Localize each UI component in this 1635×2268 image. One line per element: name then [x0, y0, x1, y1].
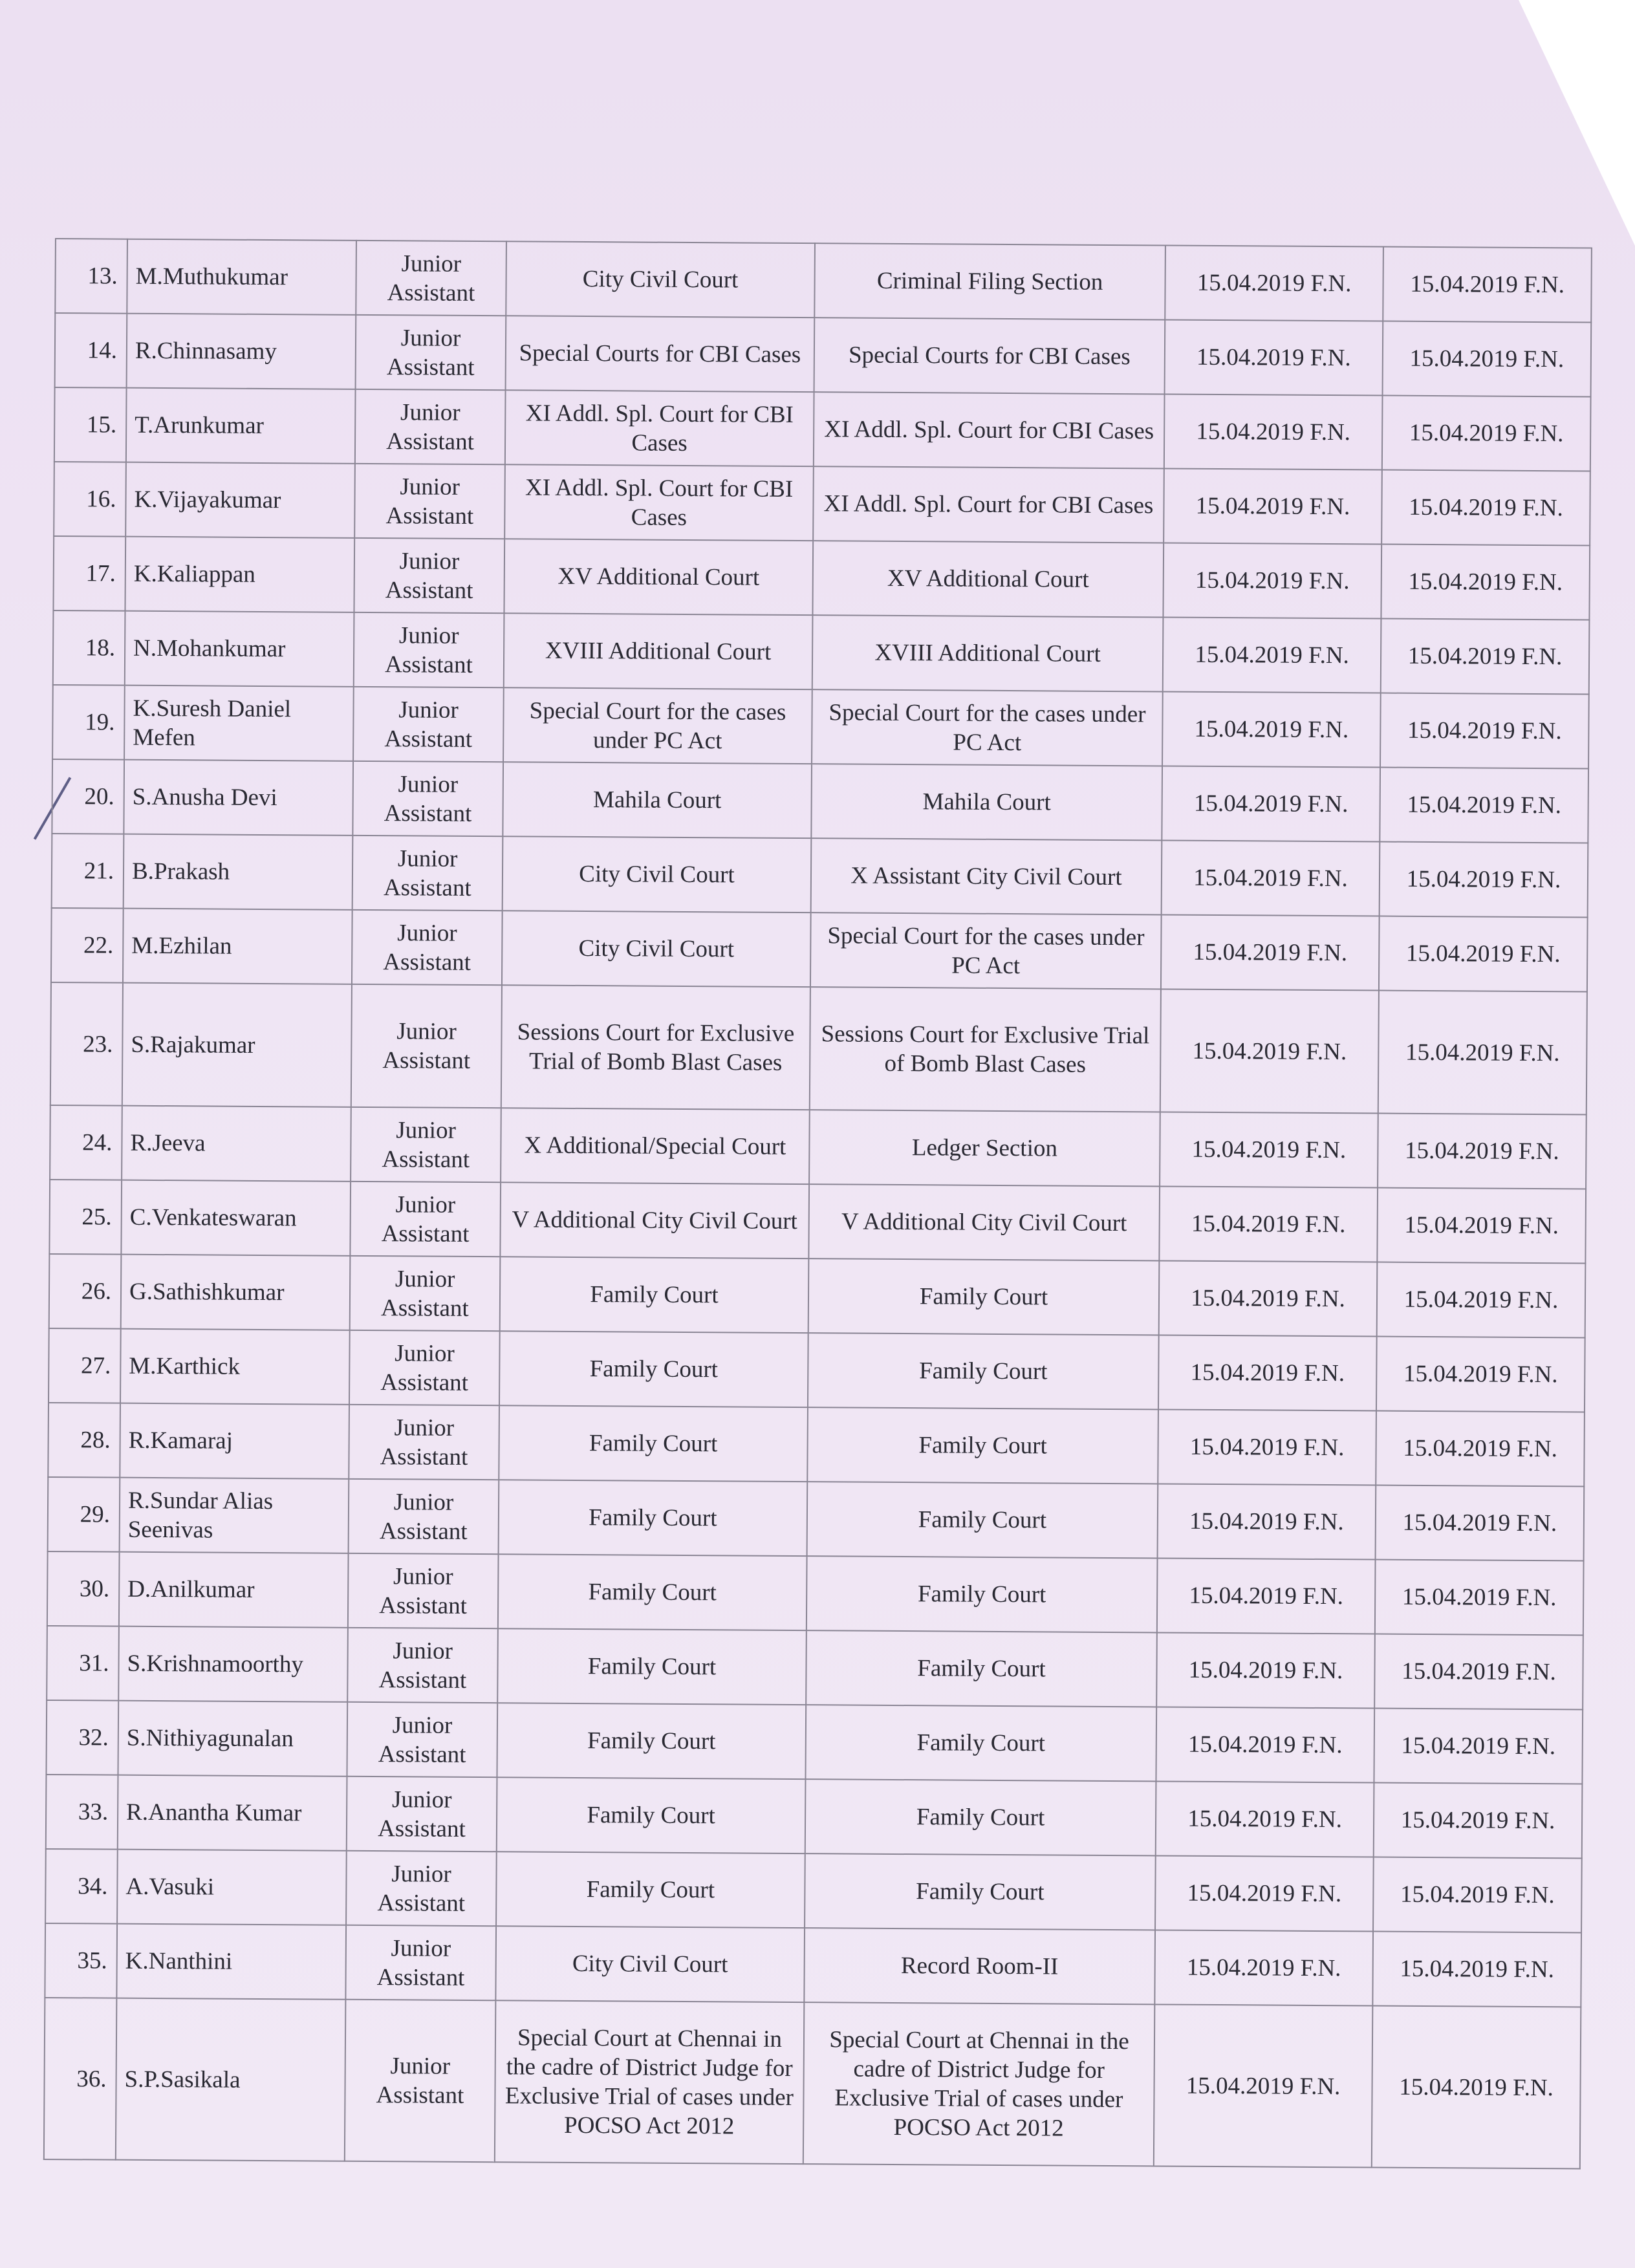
from-court-cell: Family Court	[499, 1405, 808, 1482]
serial-number-cell: 13.	[55, 239, 127, 314]
relief-date-cell: 15.04.2019 F.N.	[1376, 1337, 1585, 1412]
from-court-cell: X Additional/Special Court	[501, 1108, 810, 1184]
from-court-cell: Family Court	[497, 1628, 807, 1705]
relief-date-cell: 15.04.2019 F.N.	[1379, 916, 1588, 992]
table-row	[50, 982, 1587, 1115]
relief-date-cell: 15.04.2019 F.N.	[1380, 842, 1588, 918]
joining-date-cell: 15.04.2019 F.N.	[1163, 543, 1381, 618]
joining-date-cell: 15.04.2019 F.N.	[1163, 617, 1381, 693]
table-row	[47, 1551, 1584, 1636]
relief-date-cell: 15.04.2019 F.N.	[1380, 768, 1588, 843]
serial-number-cell: 36.	[44, 1998, 117, 2160]
designation-cell: Junior Assistant	[351, 1107, 501, 1182]
joining-date-cell: 15.04.2019 F.N.	[1158, 1335, 1377, 1410]
from-court-cell: XV Additional Court	[504, 539, 813, 615]
table-row	[54, 387, 1591, 471]
employee-name-cell: S.Rajakumar	[122, 983, 352, 1107]
relief-date-cell: 15.04.2019 F.N.	[1381, 470, 1590, 546]
designation-cell: Junior Assistant	[349, 1330, 500, 1405]
employee-name-cell: B.Prakash	[124, 834, 353, 910]
posted-to-cell: Special Courts for CBI Cases	[814, 318, 1165, 394]
posted-to-cell: Family Court	[807, 1407, 1158, 1484]
relief-date-cell: 15.04.2019 F.N.	[1378, 991, 1587, 1115]
designation-cell: Junior Assistant	[347, 1702, 497, 1777]
serial-number-cell: 29.	[48, 1477, 120, 1552]
designation-cell: Junior Assistant	[350, 1182, 501, 1257]
from-court-cell: XI Addl. Spl. Court for CBI Cases	[505, 390, 814, 466]
employee-name-cell: M.Muthukumar	[127, 239, 356, 315]
from-court-cell: Family Court	[500, 1257, 809, 1333]
serial-number-cell: 20.	[52, 759, 124, 834]
relief-date-cell: 15.04.2019 F.N.	[1377, 1262, 1586, 1338]
relief-date-cell: 15.04.2019 F.N.	[1374, 1634, 1583, 1710]
relief-date-cell: 15.04.2019 F.N.	[1380, 693, 1589, 769]
designation-cell: Junior Assistant	[350, 1256, 501, 1331]
designation-cell: Junior Assistant	[354, 538, 504, 613]
joining-date-cell: 15.04.2019 F.N.	[1156, 1632, 1375, 1708]
from-court-cell: Family Court	[498, 1554, 807, 1630]
employee-name-cell: S.Krishnamoorthy	[118, 1626, 348, 1702]
designation-cell: Junior Assistant	[347, 1777, 497, 1852]
joining-date-cell: 15.04.2019 F.N.	[1162, 691, 1381, 767]
joining-date-cell: 15.04.2019 F.N.	[1154, 1930, 1373, 2005]
transfer-table	[43, 238, 1592, 2169]
table-row	[46, 1700, 1583, 1784]
designation-cell: Junior Assistant	[353, 687, 504, 762]
posted-to-cell: Family Court	[807, 1556, 1158, 1632]
posted-to-cell: XV Additional Court	[812, 541, 1164, 617]
from-court-cell: Family Court	[497, 1777, 806, 1853]
designation-cell: Junior Assistant	[345, 1925, 496, 2000]
designation-cell: Junior Assistant	[356, 241, 506, 316]
table-row	[51, 908, 1588, 992]
joining-date-cell: 15.04.2019 F.N.	[1161, 914, 1380, 990]
joining-date-cell: 15.04.2019 F.N.	[1156, 1781, 1374, 1857]
serial-number-cell: 18.	[53, 610, 125, 686]
posted-to-cell: Special Court at Chennai in the cadre of District Judge for Exclusive Trial of cases under POCSO Act 2012	[803, 2002, 1155, 2166]
from-court-cell: Special Court at Chennai in the cadre of District Judge for Exclusive Trial of cases under POCSO Act 2012	[495, 2000, 805, 2164]
serial-number-cell: 19.	[52, 685, 125, 760]
serial-number-cell: 27.	[49, 1328, 121, 1403]
relief-date-cell: 15.04.2019 F.N.	[1381, 545, 1590, 620]
designation-cell: Junior Assistant	[352, 910, 503, 985]
designation-cell: Junior Assistant	[349, 1479, 499, 1554]
serial-number-cell: 17.	[53, 536, 125, 611]
serial-number-cell: 33.	[46, 1775, 118, 1850]
from-court-cell: Family Court	[499, 1331, 808, 1407]
posted-to-cell: Sessions Court for Exclusive Trial of Bomb Blast Cases	[810, 987, 1161, 1112]
serial-number-cell: 28.	[48, 1403, 120, 1478]
relief-date-cell: 15.04.2019 F.N.	[1375, 1560, 1584, 1636]
serial-number-cell: 24.	[50, 1105, 122, 1180]
employee-name-cell: N.Mohankumar	[125, 611, 354, 687]
serial-number-cell: 32.	[46, 1700, 118, 1775]
table-row	[53, 610, 1590, 695]
serial-number-cell: 21.	[52, 834, 124, 909]
joining-date-cell: 15.04.2019 F.N.	[1164, 394, 1383, 470]
table-row	[52, 685, 1589, 769]
relief-date-cell: 15.04.2019 F.N.	[1373, 1857, 1582, 1933]
joining-date-cell: 15.04.2019 F.N.	[1158, 1484, 1376, 1559]
joining-date-cell: 15.04.2019 F.N.	[1155, 1855, 1374, 1931]
table-row	[46, 1775, 1583, 1859]
serial-number-cell: 35.	[45, 1923, 117, 1998]
relief-date-cell: 15.04.2019 F.N.	[1381, 619, 1590, 695]
relief-date-cell: 15.04.2019 F.N.	[1378, 1114, 1586, 1189]
posted-to-cell: Family Court	[807, 1482, 1158, 1558]
from-court-cell: City Civil Court	[495, 1926, 805, 2002]
posted-to-cell: XVIII Additional Court	[812, 615, 1164, 691]
table-row	[49, 1254, 1586, 1338]
table-row	[55, 313, 1592, 397]
joining-date-cell: 15.04.2019 F.N.	[1162, 766, 1380, 841]
designation-cell: Junior Assistant	[348, 1553, 499, 1628]
joining-date-cell: 15.04.2019 F.N.	[1162, 840, 1380, 916]
employee-name-cell: M.Ezhilan	[123, 909, 352, 984]
from-court-cell: Family Court	[496, 1852, 805, 1928]
posted-to-cell: Family Court	[805, 1853, 1156, 1930]
relief-date-cell: 15.04.2019 F.N.	[1372, 2005, 1581, 2168]
serial-number-cell: 23.	[50, 982, 123, 1106]
joining-date-cell: 15.04.2019 F.N.	[1160, 1112, 1378, 1187]
posted-to-cell: Family Court	[808, 1258, 1160, 1335]
from-court-cell: XVIII Additional Court	[504, 613, 813, 689]
employee-name-cell: K.Nanthini	[116, 1924, 346, 2000]
employee-name-cell: K.Vijayakumar	[125, 462, 355, 538]
posted-to-cell: Special Court for the cases under PC Act	[810, 913, 1162, 989]
from-court-cell: Family Court	[497, 1703, 806, 1779]
from-court-cell: Mahila Court	[503, 762, 812, 838]
employee-name-cell: S.Nithiyagunalan	[118, 1701, 347, 1777]
posted-to-cell: V Additional City Civil Court	[808, 1184, 1160, 1260]
employee-name-cell: C.Venkateswaran	[121, 1180, 351, 1256]
from-court-cell: Family Court	[499, 1480, 808, 1556]
serial-number-cell: 16.	[54, 462, 126, 537]
posted-to-cell: Family Court	[808, 1333, 1159, 1409]
relief-date-cell: 15.04.2019 F.N.	[1374, 1783, 1583, 1859]
joining-date-cell: 15.04.2019 F.N.	[1165, 245, 1383, 321]
employee-name-cell: M.Karthick	[120, 1329, 350, 1405]
serial-number-cell: 22.	[51, 908, 124, 983]
employee-name-cell: K.Suresh Daniel Mefen	[124, 686, 354, 761]
designation-cell: Junior Assistant	[345, 2000, 496, 2162]
from-court-cell: Special Court for the cases under PC Act	[503, 687, 812, 764]
employee-name-cell: R.Jeeva	[122, 1106, 351, 1182]
designation-cell: Junior Assistant	[355, 389, 506, 464]
relief-date-cell: 15.04.2019 F.N.	[1376, 1485, 1585, 1561]
employee-name-cell: K.Kaliappan	[125, 537, 354, 612]
serial-number-cell: 31.	[47, 1626, 119, 1701]
relief-date-cell: 15.04.2019 F.N.	[1382, 396, 1591, 471]
table-row	[55, 239, 1592, 323]
posted-to-cell: Special Court for the cases under PC Act	[812, 689, 1163, 766]
designation-cell: Junior Assistant	[352, 761, 503, 836]
table-row	[48, 1477, 1585, 1561]
joining-date-cell: 15.04.2019 F.N.	[1154, 2004, 1373, 2167]
relief-date-cell: 15.04.2019 F.N.	[1372, 1931, 1581, 2007]
serial-number-cell: 34.	[45, 1849, 118, 1924]
employee-name-cell: A.Vasuki	[117, 1850, 347, 1925]
serial-number-cell: 14.	[55, 313, 127, 388]
employee-name-cell: D.Anilkumar	[119, 1552, 349, 1628]
designation-cell: Junior Assistant	[352, 836, 503, 911]
relief-date-cell: 15.04.2019 F.N.	[1377, 1188, 1586, 1264]
posted-to-cell: X Assistant City Civil Court	[811, 838, 1162, 914]
from-court-cell: City Civil Court	[502, 911, 811, 987]
posted-to-cell: Family Court	[805, 1705, 1156, 1781]
designation-cell: Junior Assistant	[354, 464, 505, 539]
posted-to-cell: XI Addl. Spl. Court for CBI Cases	[813, 466, 1164, 543]
table-row	[53, 536, 1590, 620]
serial-number-cell: 26.	[49, 1254, 122, 1329]
employee-name-cell: S.P.Sasikala	[116, 1998, 346, 2161]
joining-date-cell: 15.04.2019 F.N.	[1165, 319, 1383, 395]
joining-date-cell: 15.04.2019 F.N.	[1159, 1260, 1378, 1336]
table-row	[45, 1923, 1581, 2007]
joining-date-cell: 15.04.2019 F.N.	[1158, 1409, 1376, 1485]
designation-cell: Junior Assistant	[346, 1851, 497, 1926]
posted-to-cell: Record Room-II	[804, 1928, 1155, 2004]
designation-cell: Junior Assistant	[356, 315, 506, 390]
table-row	[54, 462, 1590, 546]
relief-date-cell: 15.04.2019 F.N.	[1383, 247, 1592, 323]
joining-date-cell: 15.04.2019 F.N.	[1159, 1186, 1378, 1262]
relief-date-cell: 15.04.2019 F.N.	[1374, 1709, 1583, 1784]
table-row	[44, 1998, 1581, 2169]
table-row	[47, 1626, 1583, 1710]
show-through-text	[65, 45, 1294, 213]
employee-name-cell: S.Anusha Devi	[124, 760, 353, 836]
employee-name-cell: R.Chinnasamy	[127, 314, 356, 389]
transfer-table-body	[44, 239, 1592, 2168]
table-row	[52, 759, 1588, 843]
table-row	[52, 834, 1588, 918]
designation-cell: Junior Assistant	[349, 1405, 499, 1480]
serial-number-cell: 15.	[54, 387, 127, 462]
from-court-cell: City Civil Court	[506, 241, 815, 318]
table-row	[49, 1180, 1586, 1264]
serial-number-cell: 25.	[49, 1180, 122, 1255]
designation-cell: Junior Assistant	[351, 984, 502, 1108]
joining-date-cell: 15.04.2019 F.N.	[1164, 468, 1382, 544]
posted-to-cell: Family Court	[805, 1779, 1156, 1855]
posted-to-cell: Mahila Court	[811, 764, 1162, 840]
serial-number-cell: 30.	[47, 1551, 120, 1626]
from-court-cell: XI Addl. Spl. Court for CBI Cases	[504, 464, 814, 541]
employee-name-cell: R.Sundar Alias Seenivas	[120, 1478, 349, 1553]
employee-name-cell: G.Sathishkumar	[121, 1255, 351, 1330]
employee-name-cell: T.Arunkumar	[126, 388, 356, 464]
table-row	[48, 1403, 1585, 1487]
folded-corner	[1519, 0, 1635, 246]
posted-to-cell: Criminal Filing Section	[814, 243, 1165, 319]
joining-date-cell: 15.04.2019 F.N.	[1157, 1558, 1376, 1634]
posted-to-cell: Family Court	[806, 1630, 1157, 1707]
table-row	[50, 1105, 1586, 1189]
designation-cell: Junior Assistant	[354, 612, 504, 687]
from-court-cell: City Civil Court	[503, 836, 812, 913]
employee-name-cell: R.Anantha Kumar	[118, 1775, 347, 1851]
relief-date-cell: 15.04.2019 F.N.	[1383, 321, 1592, 397]
table-row	[49, 1328, 1585, 1412]
joining-date-cell: 15.04.2019 F.N.	[1160, 989, 1379, 1113]
relief-date-cell: 15.04.2019 F.N.	[1376, 1411, 1585, 1487]
from-court-cell: Special Courts for CBI Cases	[506, 316, 815, 392]
posted-to-cell: XI Addl. Spl. Court for CBI Cases	[814, 392, 1165, 468]
joining-date-cell: 15.04.2019 F.N.	[1156, 1707, 1374, 1782]
employee-name-cell: R.Kamaraj	[120, 1403, 349, 1479]
from-court-cell: Sessions Court for Exclusive Trial of Bomb Blast Cases	[501, 985, 810, 1110]
from-court-cell: V Additional City Civil Court	[500, 1182, 809, 1258]
designation-cell: Junior Assistant	[347, 1628, 498, 1703]
posted-to-cell: Ledger Section	[809, 1110, 1160, 1186]
table-row	[45, 1849, 1582, 1933]
